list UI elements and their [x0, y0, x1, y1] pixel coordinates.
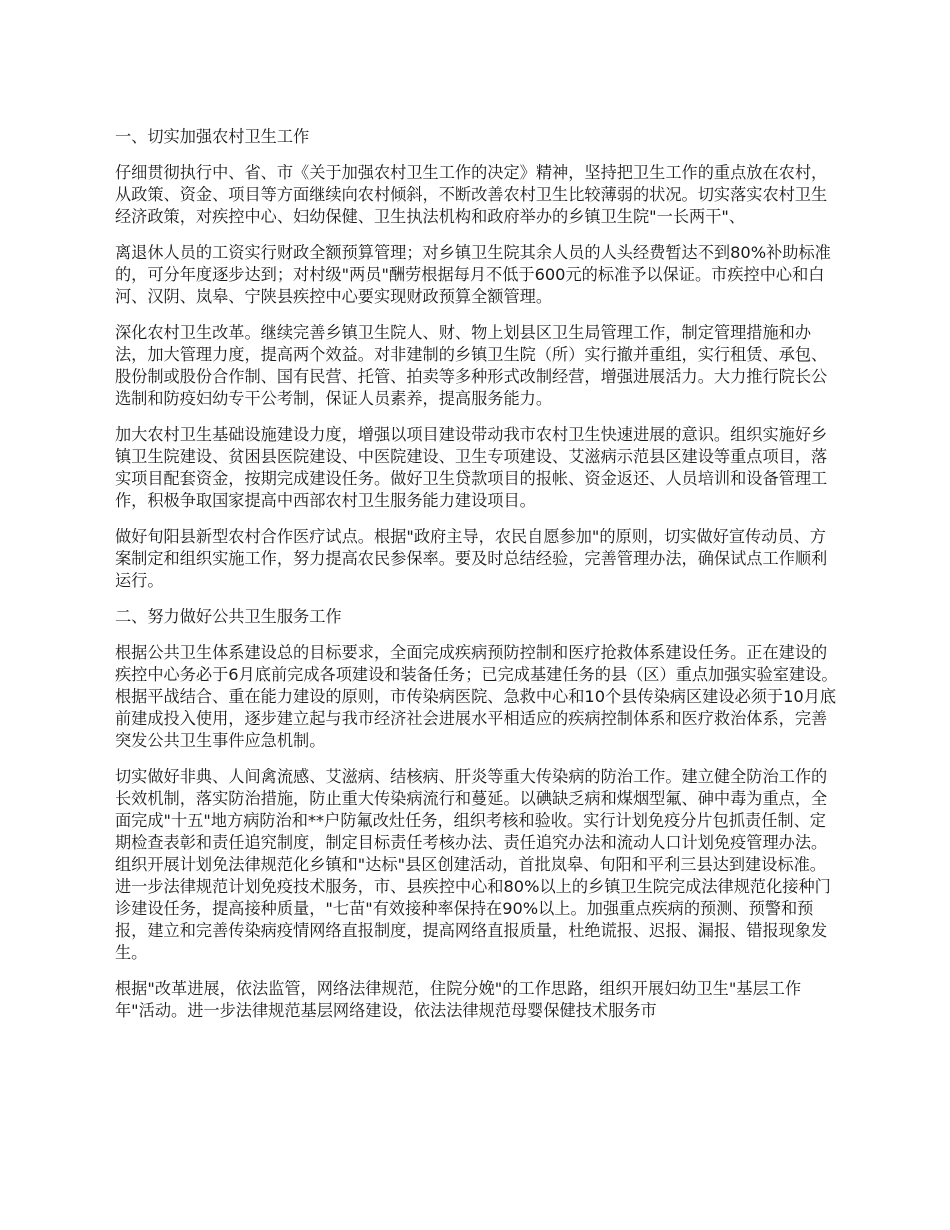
- document-body: [115, 126, 840, 1036]
- paragraph-maternal-child: 根据"改革进展，依法监管，网络法律规范，住院分娩"的工作思路，组织开展妇幼卫生"基层工作年"活动。进一步法律规范基层网络建设，依法法律规范母婴保健技术服务市: [115, 979, 802, 1020]
- section-heading-public-health: 二、努力做好公共卫生服务工作: [115, 607, 342, 626]
- paragraph-public-health-system: 根据公共卫生体系建设总的目标要求，全面完成疾病预防控制和医疗抢救体系建设任务。正在建设的疾控中心务必于6月底前完成各项建设和装备任务；已完成基建任务的县（区）重点加强实验室建设。根据平战结合、重在能力建设的原则，市传染病医院、急救中心和10个县传染病区建设必须于10月底前建成投入使用，逐步建立起与我市经济社会进展水平相适应的疾病控制体系和医疗救治体系，完善突发公共卫生事件应急机制。: [115, 643, 838, 750]
- paragraph-retiree-salary: 离退休人员的工资实行财政全额预算管理；对乡镇卫生院其余人员的人头经费暂达不到80%补助标准的，可分年度逐步达到；对村级"两员"酬劳根据每月不低于600元的标准予以保证。市疾控中心和白河、汉阴、岚皋、宁陕县疾控中心要实现财政预算全额管理。: [115, 243, 831, 306]
- paragraph-infectious-disease: 切实做好非典、人间禽流感、艾滋病、结核病、肝炎等重大传染病的防治工作。建立健全防治工作的长效机制，落实防治措施，防止重大传染病流行和蔓延。以碘缺乏病和煤烟型氟、砷中毒为重点，全面完成"十五"地方病防治和**户防氟改灶任务，组织考核和验收。实行计划免疫分片包抓责任制、定期检查表彰和责任追究制度，制定目标责任考核办法、责任追究办法和流动人口计划免疫管理办法。组织开展计划免法律规范化乡镇和"达标"县区创建活动，首批岚皋、旬阳和平利三县达到建设标准。进一步法律规范计划免疫技术服务，市、县疾控中心和80%以上的乡镇卫生院完成法律规范化接种门诊建设任务，提高接种质量，"七苗"有效接种率保持在90%以上。加强重点疾病的预测、预警和预报，建立和完善传染病疫情网络直报制度，提高网络直报质量，杜绝谎报、迟报、漏报、错报现象发生。: [115, 767, 831, 962]
- paragraph-cooperative-medical: 做好旬阳县新型农村合作医疗试点。根据"政府主导，农民自愿参加"的原则，切实做好宣传动员、方案制定和组织实施工作，努力提高农民参保率。要及时总结经验，完善管理办法，确保试点工作顺利运行。: [115, 527, 828, 590]
- paragraph-infrastructure: 加大农村卫生基础设施建设力度，增强以项目建设带动我市农村卫生快速进展的意识。组织实施好乡镇卫生院建设、贫困县医院建设、中医院建设、卫生专项建设、艾滋病示范县区建设等重点项目，落实项目配套资金，按期完成建设任务。做好卫生贷款项目的报帐、资金返还、人员培训和设备管理工作，积极争取国家提高中西部农村卫生服务能力建设项目。: [115, 425, 828, 510]
- paragraph-rural-health-policy: 仔细贯彻执行中、省、市《关于加强农村卫生工作的决定》精神，坚持把卫生工作的重点放在农村，从政策、资金、项目等方面继续向农村倾斜，不断改善农村卫生比较薄弱的状况。切实落实农村卫生经济政策，对疾控中心、妇幼保健、卫生执法机构和政府举办的乡镇卫生院"一长两干"、: [115, 163, 828, 226]
- section-heading-rural-health: 一、切实加强农村卫生工作: [115, 127, 310, 146]
- paragraph-rural-reform: 深化农村卫生改革。继续完善乡镇卫生院人、财、物上划县区卫生局管理工作，制定管理措施和办法，加大管理力度，提高两个效益。对非建制的乡镇卫生院（所）实行撤并重组，实行租赁、承包、股份制或股份合作制、国有民营、托管、拍卖等多种形式改制经营，增强进展活力。大力推行院长公选制和防疫妇幼专干公考制，保证人员素养，提高服务能力。: [115, 323, 828, 408]
